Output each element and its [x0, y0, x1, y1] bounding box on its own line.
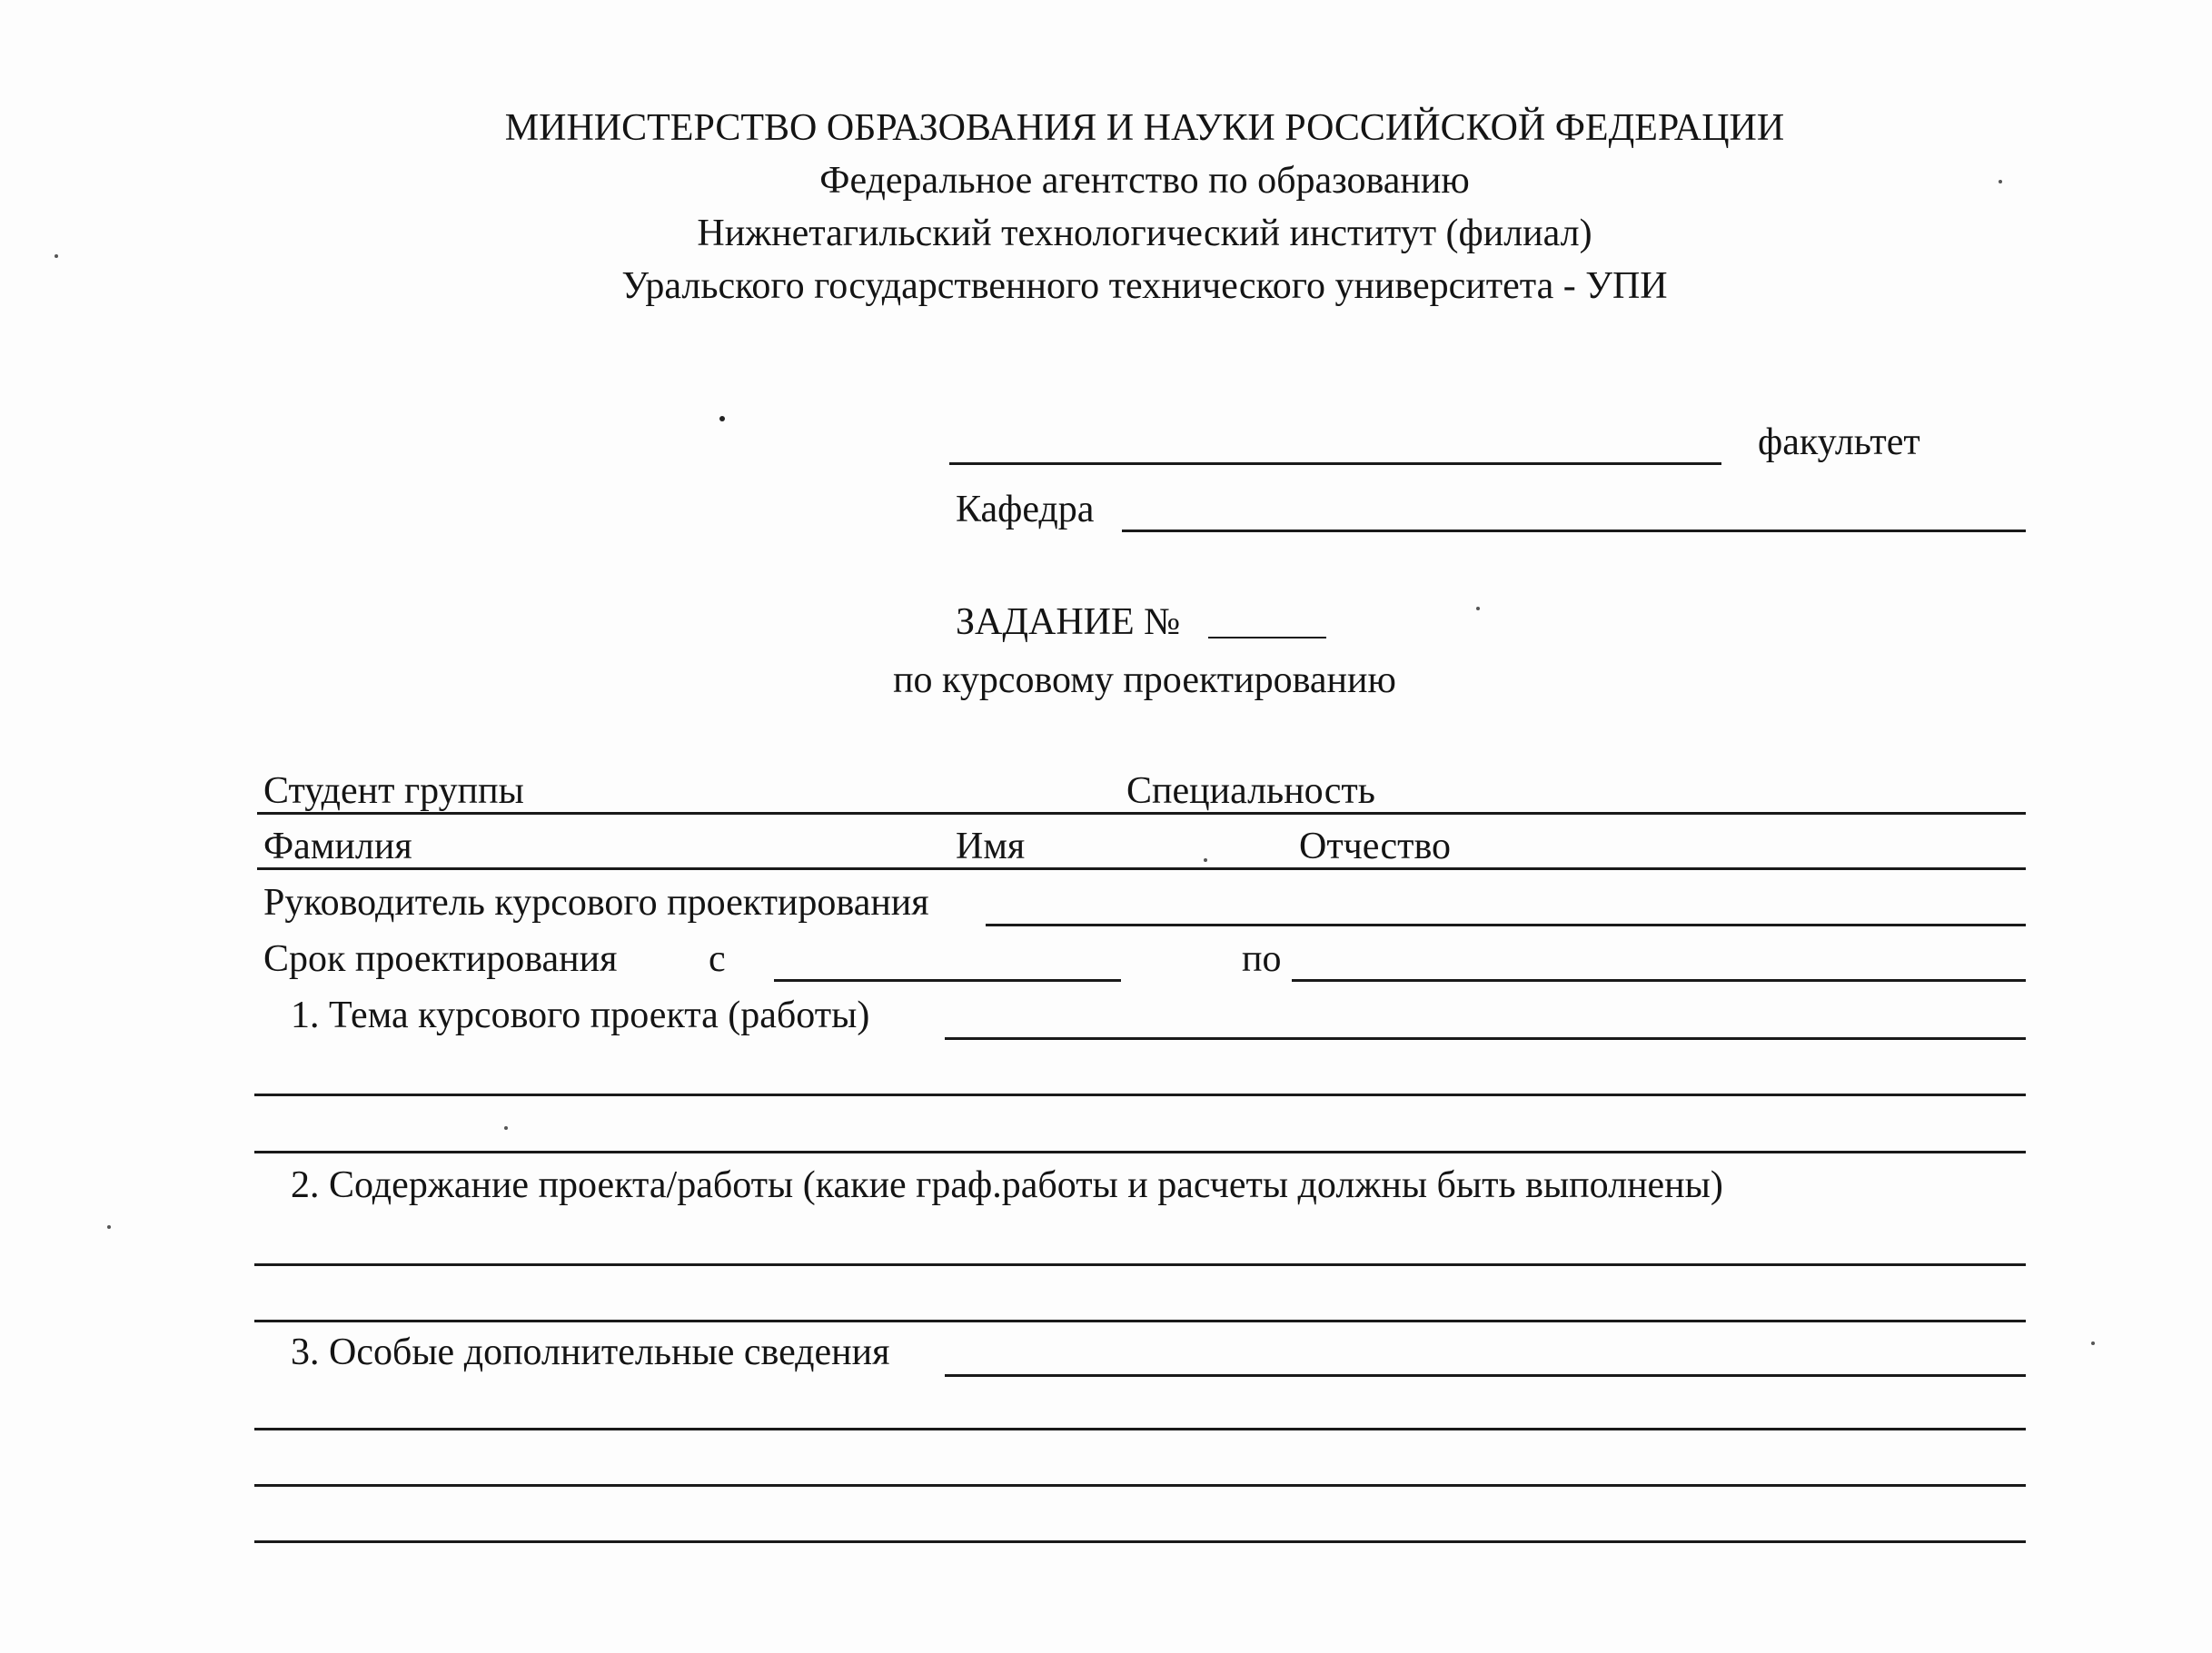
item2-field-1[interactable]: [254, 1263, 2026, 1266]
item1-field-1[interactable]: [945, 1037, 2026, 1040]
assignment-subtitle: по курсовому проектированию: [893, 659, 1396, 701]
faculty-field[interactable]: [949, 462, 1721, 465]
item3-field-3[interactable]: [254, 1484, 2026, 1487]
scan-speck: [1204, 858, 1207, 862]
scan-speck: [1999, 180, 2002, 183]
period-label: Срок проектирования: [263, 938, 618, 980]
assignment-number-field[interactable]: [1208, 637, 1326, 638]
first-name-label: Имя: [956, 826, 1026, 867]
period-from-field[interactable]: [774, 979, 1121, 982]
department-field[interactable]: [1122, 530, 2026, 532]
scan-speck: [719, 416, 725, 421]
item3-field-2[interactable]: [254, 1428, 2026, 1430]
item1-label: 1. Тема курсового проекта (работы): [291, 995, 870, 1036]
item3-field-4[interactable]: [254, 1540, 2026, 1543]
item1-field-3[interactable]: [254, 1151, 2026, 1153]
university-title: Уральского государственного технического университета - УПИ: [621, 265, 1668, 307]
assignment-title: ЗАДАНИЕ №: [956, 601, 1181, 643]
student-group-label: Студент группы: [263, 770, 524, 812]
scan-speck: [2091, 1341, 2095, 1345]
institute-title: Нижнетагильский технологический институт (филиал): [697, 213, 1592, 254]
specialty-label: Специальность: [1126, 770, 1375, 812]
item1-field-2[interactable]: [254, 1094, 2026, 1096]
agency-title: Федеральное агентство по образованию: [819, 160, 1470, 202]
item2-label: 2. Содержание проекта/работы (какие граф.работы и расчеты должны быть выполнены): [291, 1164, 1723, 1206]
scan-speck: [55, 254, 58, 258]
period-from-label: с: [709, 938, 726, 980]
department-label: Кафедра: [956, 489, 1095, 530]
item2-field-2[interactable]: [254, 1320, 2026, 1322]
item3-field-1[interactable]: [945, 1374, 2026, 1377]
period-to-label: по: [1242, 938, 1282, 980]
ministry-title: МИНИСТЕРСТВО ОБРАЗОВАНИЯ И НАУКИ РОССИЙСКОЙ ФЕДЕРАЦИИ: [504, 107, 1785, 149]
full-name-field[interactable]: [257, 867, 2026, 870]
supervisor-field[interactable]: [986, 924, 2026, 926]
supervisor-label: Руководитель курсового проектирования: [263, 882, 929, 924]
scan-speck: [504, 1126, 508, 1130]
student-group-field[interactable]: [257, 812, 2026, 815]
faculty-label: факультет: [1758, 421, 1920, 463]
patronymic-label: Отчество: [1299, 826, 1452, 867]
item3-label: 3. Особые дополнительные сведения: [291, 1331, 890, 1373]
period-to-field[interactable]: [1292, 979, 2026, 982]
scan-speck: [1476, 607, 1480, 610]
scan-speck: [107, 1225, 111, 1229]
surname-label: Фамилия: [263, 826, 412, 867]
